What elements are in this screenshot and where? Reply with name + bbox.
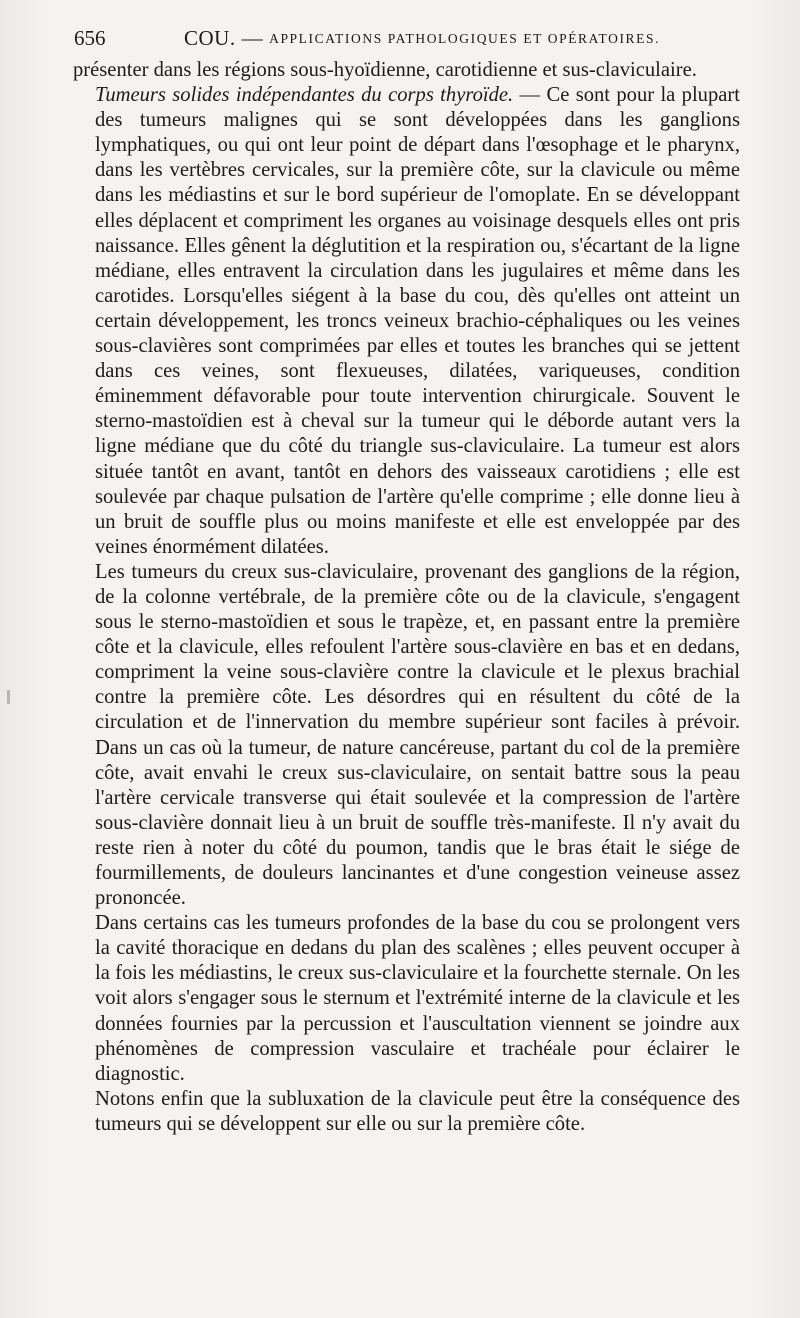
paragraph-subluxation: Notons enfin que la subluxation de la clavicule peut être la conséquence des tumeurs qui se développent sur elle ou sur la première côte. <box>95 1087 740 1135</box>
section-title: COU. <box>184 26 236 50</box>
title-separator: — <box>241 26 264 50</box>
paragraph-heading: Tumeurs solides indépendantes du corps thyroïde. <box>95 84 514 107</box>
paragraph-continuation: présenter dans les régions sous-hyoïdienne, carotidienne et sus-claviculaire. <box>73 59 697 81</box>
paragraph-deep-tumors: Dans certains cas les tumeurs profondes de la base du cou se prolongent vers la cavité thoracique en dedans du plan des scalènes ; elles peuvent occuper à la fois les médiastins, le creux sus-claviculaire et la fourchette sternale. On les voit alors s'engager sous le sternum et l'extrémité interne de la clavicule et les données fournies par la percussion et l'auscultation viennent se joindre aux phénomènes de compression vasculaire et trachéale pour éclairer le diagnostic. <box>95 912 740 1085</box>
paragraph-supraclavicular: Les tumeurs du creux sus-claviculaire, provenant des ganglions de la région, de la colonne vertébrale, de la première côte ou de la clavicule, s'engagent sous le sterno-mastoïdien et sous le trapèze, et, en passant entre la première côte et la clavicule, elles refoulent l'artère sous-clavière en bas et en dedans, compriment la veine sous-clavière contre la clavicule et le plexus brachial contre la première côte. Les désordres qui en résultent du côté de la circulation et de l'innervation du membre supérieur sont faciles à prévoir. Dans un cas où la tumeur, de nature cancéreuse, partant du col de la première côte, avait envahi le creux sus-claviculaire, on sentait battre sous la peau l'artère cervicale transverse qui était soulevée et la compression de l'artère sous-clavière donnait lieu à un bruit de souffle très-manifeste. Il n'y avait du reste rien à noter du côté du poumon, tandis que le bras était le siége de fourmillements, de douleurs lancinantes et d'une congestion veineuse assez prononcée. <box>95 560 740 910</box>
margin-mark <box>7 690 10 704</box>
running-header <box>74 26 740 56</box>
running-title <box>184 26 660 51</box>
section-subtitle: APPLICATIONS PATHOLOGIQUES ET OPÉRATOIRES. <box>269 31 661 46</box>
body-text <box>73 58 740 1137</box>
paragraph-solid-tumors <box>73 83 740 560</box>
heading-dash: — <box>513 84 547 107</box>
paragraph-solid-tumors-text: Ce sont pour la plupart des tumeurs malignes qui se sont développées dans les ganglions lymphatiques, ou qui ont leur point de départ dans l'œsophage et le pharynx, dans les vertèbres cervicales, sur la première côte, sur la clavicule ou même dans les médiastins et sur le bord supérieur de l'omoplate. En se développant elles déplacent et compriment les organes au voisinage desquels elles ont pris naissance. Elles gênent la déglutition et la respiration ou, s'écartant de la ligne médiane, elles entravent la circulation dans les jugulaires et même dans les carotides. Lorsqu'elles siégent à la base du cou, dès qu'elles ont atteint un certain développement, les troncs veineux brachio-céphaliques ou les veines sous-clavières sont comprimées par elles et toutes les branches qui se jettent dans ces veines, sont flexueuses, dilatées, variqueuses, condition éminemment défavorable pour toute intervention chirurgicale. Souvent le sterno-mastoïdien est à cheval sur la tumeur qui le déborde autant vers la ligne médiane que du côté du triangle sus-claviculaire. La tumeur est alors située tantôt en avant, tantôt en dehors des vaisseaux carotidiens ; elle est soulevée par chaque pulsation de l'artère qu'elle comprime ; elle donne lieu à un bruit de souffle plus ou moins manifeste et elle est enveloppée par des veines énormément dilatées. <box>95 84 740 558</box>
page-number: 656 <box>74 26 106 50</box>
